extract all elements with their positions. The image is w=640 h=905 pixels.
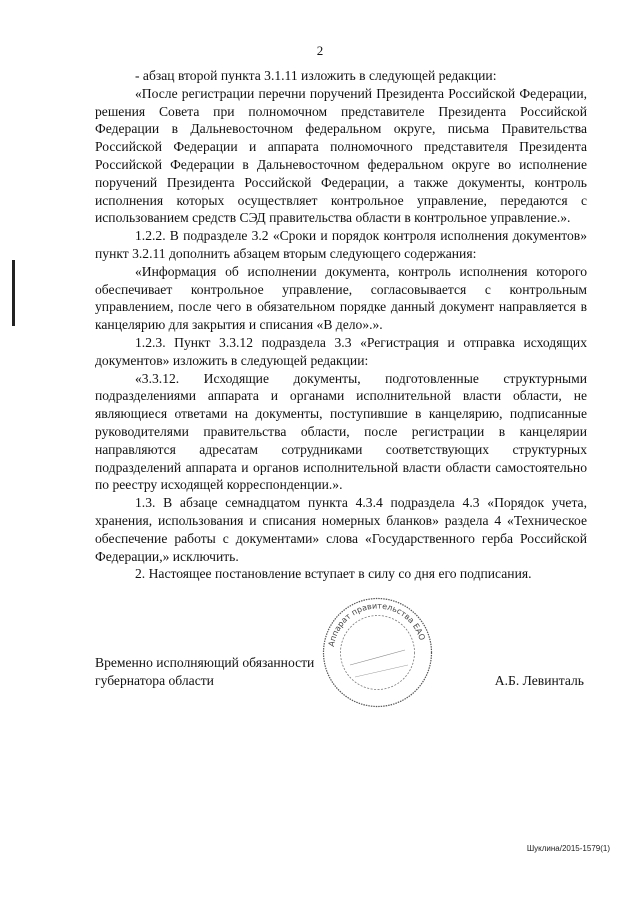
page-number: 2 bbox=[316, 43, 324, 58]
paragraph: 1.2.2. В подразделе 3.2 «Сроки и порядок контроля исполнения документов» пункт 3.2.11 дополнить абзацем вторым следующего содержания: bbox=[95, 228, 587, 261]
signatory-name: А.Б. Левинталь bbox=[494, 672, 584, 688]
document-body bbox=[95, 67, 587, 583]
official-stamp bbox=[320, 595, 435, 710]
paragraph: 1.3. В абзаце семнадцатом пункта 4.3.4 подраздела 4.3 «Порядок учета, хранения, использования и списания номерных бланков» раздела 4 «Техническое обеспечение работы с документами» слова «Государственного герба Российской Федерации,» исключить. bbox=[95, 495, 587, 564]
scan-margin-mark bbox=[12, 260, 15, 326]
svg-text:Аппарат правительства ЕАО bbox=[327, 601, 427, 647]
signatory-position: Временно исполняющий обязанности bbox=[95, 655, 315, 670]
paragraph: «3.3.12. Исходящие документы, подготовленные структурными подразделениями аппарата и органами исполнительной власти области, не являющиеся ответами на документы, поступившие в канцелярию, подписанные руководителями правительства области, после регистрации в канцелярии направляются адресатам сотрудниками соответствующих структурных подразделений аппарата и органов исполнительной власти области самостоятельно по реестру исходящей корреспонденции.». bbox=[95, 370, 587, 493]
paragraph: «После регистрации перечни поручений Президента Российской Федерации, решения Совета при полномочном представителе Президента Российской Федерации в Дальневосточном федеральном округе, письма Правительства Российской Федерации и аппарата полномочного представителя Президента Российской Федерации в Дальневосточном федеральном округе во исполнение поручений Президента Российской Федерации, а также документы, контроль исполнения которых осуществляет контрольное управление, передаются с использованием средств СЭД правительства области в контрольное управление.». bbox=[95, 85, 587, 226]
paragraph: - абзац второй пункта 3.1.11 изложить в следующей редакции: bbox=[135, 68, 497, 83]
paragraph: «Информация об исполнении документа, контроль исполнения которого обеспечивает контрольное управление, согласовывается с контрольным управлением, после чего в обязательном порядке данный документ направляется в канцелярию для закрытия и списания «В дело».». bbox=[95, 263, 587, 333]
stamp-text: Аппарат правительства ЕАО bbox=[326, 601, 427, 648]
signature-block bbox=[95, 654, 587, 690]
paragraph: 2. Настоящее постановление вступает в силу со дня его подписания. bbox=[135, 566, 532, 582]
signatory-position-line2: губернатора области bbox=[95, 672, 214, 688]
document-footer-code: Шуклина/2015-1579(1) bbox=[526, 844, 610, 853]
paragraph: 1.2.3. Пункт 3.3.12 подраздела 3.3 «Регистрация и отправка исходящих документов» изложить в следующей редакции: bbox=[95, 334, 587, 368]
